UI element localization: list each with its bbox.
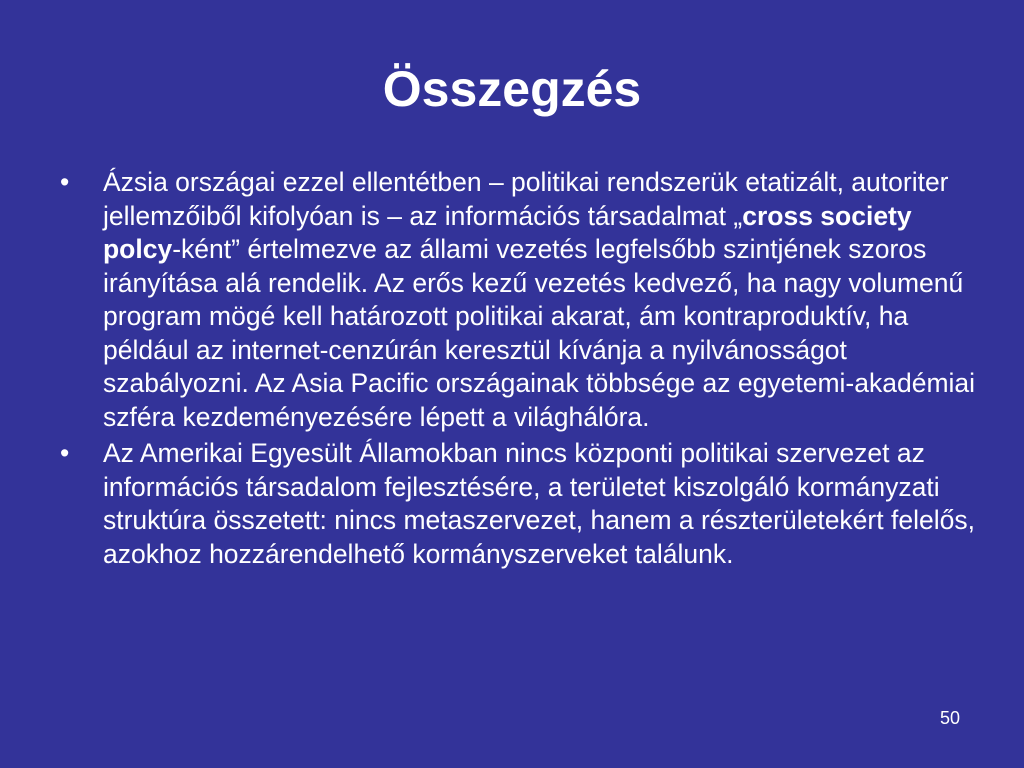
bullet-marker: • [60, 167, 70, 197]
bullet-text-asia-bold: cross society polcy [103, 200, 912, 264]
bullet-text-usa: Az Amerikai Egyesült Államokban nincs központi politikai szervezet az információs társadalom fejlesztésére, a területet kiszolgáló kormányzati struktúra összetett: nincs metaszervezet, hanem a részterületekért felelős, azokhoz hozzárendelhető kormányszerveket találunk. [103, 438, 975, 569]
slide-title: Összegzés [382, 61, 642, 117]
bullet-list [60, 166, 980, 574]
bullet-text-asia-before: Ázsia országai ezzel ellentétben – politikai rendszerük etatizált, autoriter jellemzőiből kifolyóan is – az információs társadalmat „ [103, 167, 949, 231]
bullet-text-asia-after: -ként” értelmezve az állami vezetés legfelsőbb szintjének szoros irányítása alá rendelik. Az erős kezű vezetés kedvező, ha nagy volumenű program mögé kell határozott politikai akarat, ám kontraproduktív, ha például az internet-cenzúrán keresztül kívánja a nyilvánosságot szabályozni. Az Asia Pacific országainak többsége az egyetemi-akadémiai szféra kezdeményezésére lépett a világhálóra. [103, 234, 976, 432]
bullet-item-asia [60, 166, 980, 434]
slide-number: 50 [939, 708, 960, 728]
bullet-item-usa [60, 437, 980, 571]
bullet-marker: • [60, 438, 70, 468]
